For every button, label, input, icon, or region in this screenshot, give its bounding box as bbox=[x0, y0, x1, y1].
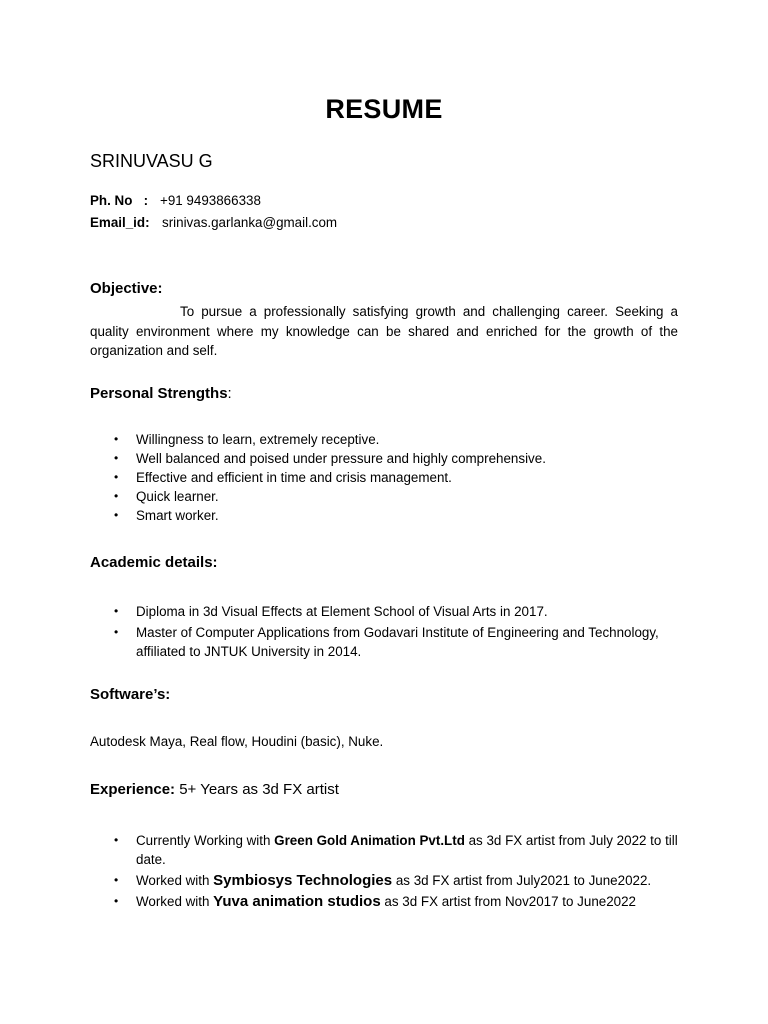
academic-list bbox=[90, 602, 680, 661]
list-item bbox=[90, 506, 680, 525]
email-label: Email_id: bbox=[90, 215, 150, 230]
experience-pre: Worked with bbox=[136, 873, 214, 888]
bullet-icon: • bbox=[114, 625, 119, 639]
experience-summary: 5+ Years as 3d FX artist bbox=[175, 781, 339, 798]
strength-text: Effective and efficient in time and crisis management. bbox=[136, 470, 452, 485]
bullet-icon: • bbox=[114, 432, 119, 446]
list-item bbox=[90, 449, 680, 468]
academic-text: Master of Computer Applications from Godavari Institute of Engineering and Technology, affiliated to JNTUK University in 2014. bbox=[136, 625, 659, 659]
objective-body: To pursue a professionally satisfying growth and challenging career. Seeking a quality environment where my knowledge can be shared and enriched for the growth of the organization and self. bbox=[90, 304, 678, 358]
bullet-icon: • bbox=[114, 604, 119, 618]
strength-text: Quick learner. bbox=[136, 489, 219, 504]
strengths-heading-text: Personal Strengths bbox=[90, 385, 228, 402]
strength-text: Willingness to learn, extremely receptive. bbox=[136, 432, 380, 447]
list-item bbox=[90, 892, 680, 911]
strengths-heading bbox=[90, 385, 232, 402]
experience-list bbox=[90, 831, 680, 911]
list-item bbox=[90, 623, 680, 661]
objective-heading: Objective: bbox=[90, 280, 163, 297]
email-value: srinivas.garlanka@gmail.com bbox=[162, 215, 338, 230]
strengths-heading-colon: : bbox=[227, 385, 232, 402]
phone-label: Ph. No : bbox=[90, 193, 149, 208]
experience-heading bbox=[90, 781, 339, 798]
bullet-icon: • bbox=[114, 489, 119, 503]
candidate-name: SRINUVASU G bbox=[90, 151, 213, 171]
academic-text: Diploma in 3d Visual Effects at Element School of Visual Arts in 2017. bbox=[136, 604, 548, 619]
bullet-icon: • bbox=[114, 470, 119, 484]
bullet-icon: • bbox=[114, 451, 119, 465]
list-item bbox=[90, 430, 680, 449]
email-line bbox=[90, 213, 337, 233]
document-title: RESUME bbox=[325, 94, 443, 124]
experience-post: as 3d FX artist from Nov2017 to June2022 bbox=[380, 894, 637, 909]
list-item bbox=[90, 602, 680, 621]
bullet-icon: • bbox=[114, 833, 119, 847]
software-text: Autodesk Maya, Real flow, Houdini (basic), Nuke. bbox=[90, 734, 384, 749]
list-item bbox=[90, 831, 680, 869]
objective-text bbox=[90, 302, 678, 361]
strength-text: Smart worker. bbox=[136, 508, 219, 523]
academic-heading: Academic details: bbox=[90, 554, 218, 571]
software-heading: Software’s: bbox=[90, 686, 171, 703]
list-item bbox=[90, 871, 680, 890]
experience-company: Yuva animation studios bbox=[213, 893, 381, 910]
strength-text: Well balanced and poised under pressure and highly comprehensive. bbox=[136, 451, 546, 466]
phone-value: +91 9493866338 bbox=[160, 193, 261, 208]
experience-post: as 3d FX artist from July2021 to June2022. bbox=[392, 873, 652, 888]
bullet-icon: • bbox=[114, 873, 119, 887]
list-item bbox=[90, 468, 680, 487]
strengths-list bbox=[90, 430, 680, 525]
experience-company: Symbiosys Technologies bbox=[213, 872, 393, 889]
experience-pre: Currently Working with bbox=[136, 833, 275, 848]
experience-heading-text: Experience: bbox=[90, 781, 176, 798]
list-item bbox=[90, 487, 680, 506]
experience-company: Green Gold Animation Pvt.Ltd bbox=[274, 833, 465, 848]
phone-line bbox=[90, 191, 261, 211]
experience-post: as 3d FX artist from July 2022 to till date. bbox=[136, 833, 678, 867]
experience-pre: Worked with bbox=[136, 894, 214, 909]
bullet-icon: • bbox=[114, 508, 119, 522]
bullet-icon: • bbox=[114, 894, 119, 908]
